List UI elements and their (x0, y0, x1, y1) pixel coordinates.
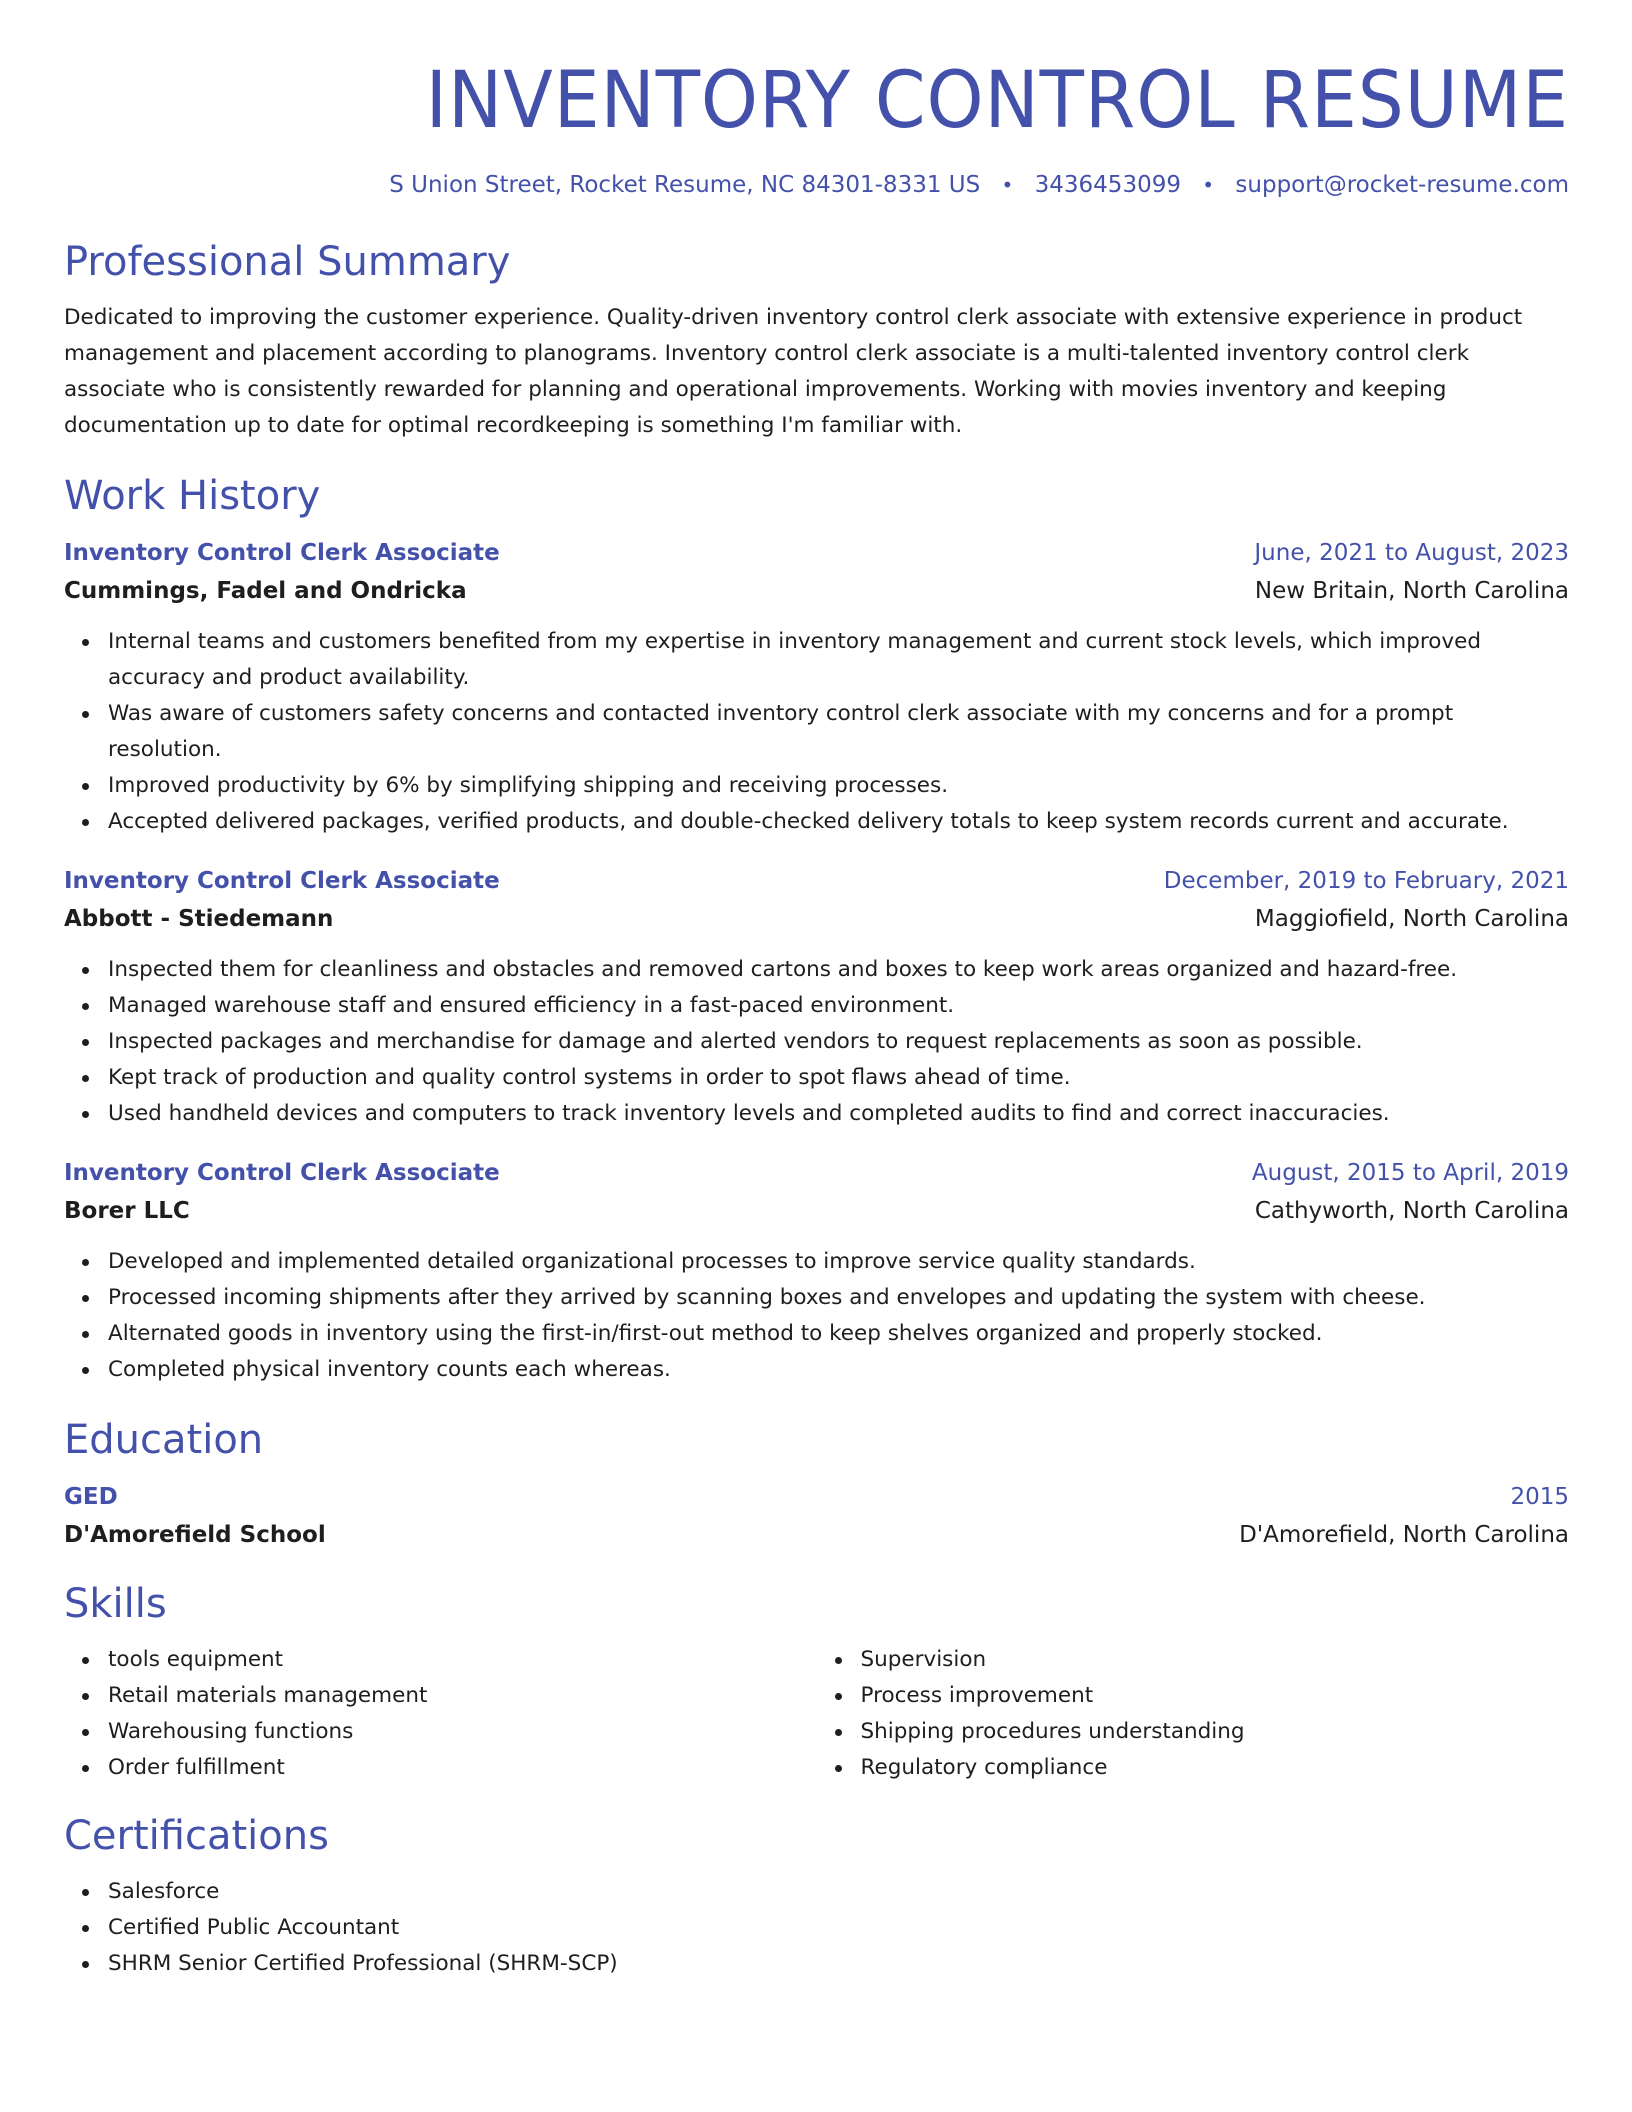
job-bullets (64, 624, 1569, 840)
job-entry (64, 862, 1569, 1132)
certification-item: Certified Public Accountant (108, 1910, 1569, 1946)
job-bullet: Managed warehouse staff and ensured efficiency in a fast-paced environment. (108, 988, 1569, 1024)
job-location: Maggiofield, North Carolina (1254, 905, 1569, 932)
contact-phone: 3436453099 (1034, 172, 1181, 198)
summary-text: Dedicated to improving the customer experience. Quality-driven inventory control clerk associate with extensive experience in product management and placement according to planograms. Inventory control clerk associate is a multi-talented inventory control clerk associate who is consistently rewarded for planning and operational improvements. Working with movies inventory and keeping documentation up to date for optimal recordkeeping is something I'm familiar with. (64, 304, 1523, 438)
certification-item: Salesforce (108, 1874, 1569, 1910)
job-dates: August, 2015 to April, 2019 (1251, 1159, 1569, 1186)
skill-item: tools equipment (108, 1642, 817, 1678)
skill-item: Shipping procedures understanding (861, 1714, 1570, 1750)
job-bullet: Developed and implemented detailed organizational processes to improve service quality standards. (108, 1244, 1569, 1280)
skill-item: Order fulfillment (108, 1750, 817, 1786)
job-company: Borer LLC (64, 1197, 190, 1224)
certification-item: SHRM Senior Certified Professional (SHRM-SCP) (108, 1946, 1569, 1982)
skill-item: Retail materials management (108, 1678, 817, 1714)
summary-heading: Professional Summary (64, 238, 511, 285)
contact-email: support@rocket-resume.com (1235, 172, 1569, 198)
certifications-heading: Certifications (64, 1812, 329, 1859)
skills-column-left (64, 1642, 817, 1786)
skills-heading: Skills (64, 1580, 167, 1627)
job-bullet: Was aware of customers safety concerns and contacted inventory control clerk associate with my concerns and for a prompt resolution. (108, 696, 1569, 768)
job-location: New Britain, North Carolina (1254, 577, 1569, 604)
skill-item: Regulatory compliance (861, 1750, 1570, 1786)
education-entry (64, 1478, 1569, 1554)
education-year: 2015 (1510, 1483, 1569, 1510)
skills-column-right (817, 1642, 1570, 1786)
skill-item: Supervision (861, 1642, 1570, 1678)
job-company: Abbott - Stiedemann (64, 905, 334, 932)
job-bullet: Alternated goods in inventory using the first-in/first-out method to keep shelves organized and properly stocked. (108, 1316, 1569, 1352)
skills-list (64, 1642, 1569, 1786)
job-entry (64, 1154, 1569, 1388)
skill-item: Process improvement (861, 1678, 1570, 1714)
job-bullet: Accepted delivered packages, verified products, and double-checked delivery totals to keep system records current and accurate. (108, 804, 1569, 840)
job-bullets (64, 1244, 1569, 1388)
contact-address: S Union Street, Rocket Resume, NC 84301-8331 US (389, 172, 981, 198)
education-location: D'Amorefield, North Carolina (1239, 1521, 1569, 1548)
work-history-heading: Work History (64, 472, 321, 519)
job-bullet: Completed physical inventory counts each whereas. (108, 1352, 1569, 1388)
contact-separator: • (1202, 173, 1215, 197)
job-role: Inventory Control Clerk Associate (64, 867, 500, 894)
job-bullet: Improved productivity by 6% by simplifying shipping and receiving processes. (108, 768, 1569, 804)
job-dates: June, 2021 to August, 2023 (1254, 539, 1569, 566)
job-bullet: Internal teams and customers benefited from my expertise in inventory management and current stock levels, which improved accuracy and product availability. (108, 624, 1569, 696)
certifications-list (64, 1874, 1569, 1982)
job-bullets (64, 952, 1569, 1132)
job-dates: December, 2019 to February, 2021 (1163, 867, 1569, 894)
education-degree: GED (64, 1483, 118, 1510)
contact-line (64, 172, 1569, 200)
skill-item: Warehousing functions (108, 1714, 817, 1750)
job-entry (64, 534, 1569, 840)
job-bullet: Used handheld devices and computers to track inventory levels and completed audits to find and correct inaccuracies. (108, 1096, 1569, 1132)
job-company: Cummings, Fadel and Ondricka (64, 577, 467, 604)
job-bullet: Kept track of production and quality control systems in order to spot flaws ahead of time. (108, 1060, 1569, 1096)
job-location: Cathyworth, North Carolina (1254, 1197, 1569, 1224)
job-bullet: Processed incoming shipments after they arrived by scanning boxes and envelopes and updating the system with cheese. (108, 1280, 1569, 1316)
resume-title: INVENTORY CONTROL RESUME (425, 56, 1569, 146)
education-school: D'Amorefield School (64, 1521, 326, 1548)
education-heading: Education (64, 1416, 264, 1463)
job-role: Inventory Control Clerk Associate (64, 539, 500, 566)
job-bullet: Inspected packages and merchandise for damage and alerted vendors to request replacements as soon as possible. (108, 1024, 1569, 1060)
contact-separator: • (1001, 173, 1014, 197)
job-role: Inventory Control Clerk Associate (64, 1159, 500, 1186)
job-bullet: Inspected them for cleanliness and obstacles and removed cartons and boxes to keep work areas organized and hazard-free. (108, 952, 1569, 988)
